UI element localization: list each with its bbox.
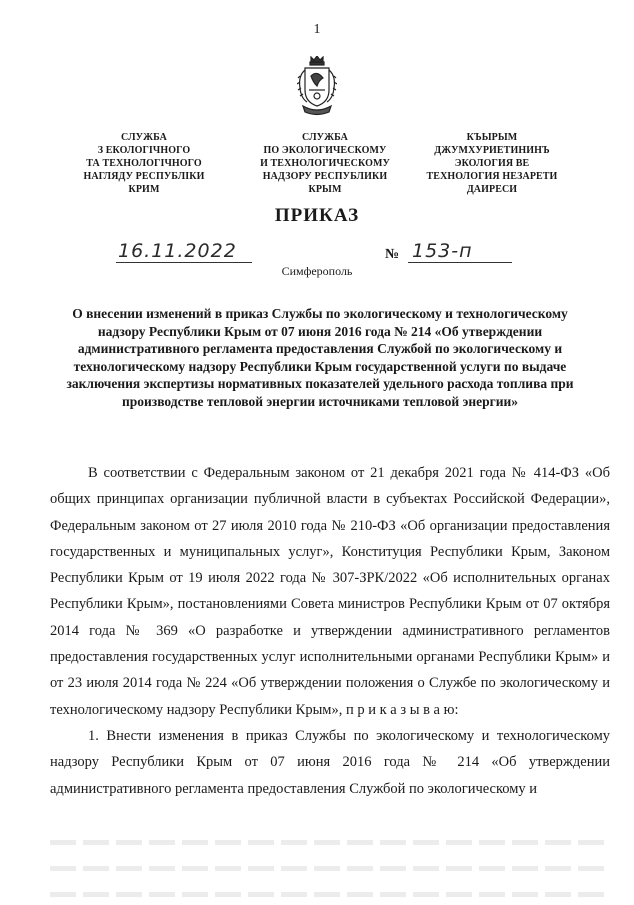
header-left-line: З ЕКОЛОГІЧНОГО xyxy=(97,145,191,156)
header-center-line: НАДЗОРУ РЕСПУБЛИКИ xyxy=(262,171,388,182)
faded-text-line xyxy=(50,866,610,871)
number-sign: № xyxy=(385,247,400,262)
date-underline xyxy=(116,262,252,263)
faded-text-line xyxy=(50,840,610,845)
header-left-line: КРИМ xyxy=(128,184,160,195)
body-text xyxy=(50,460,610,802)
document-title: ПРИКАЗ xyxy=(274,205,360,226)
faded-text-line xyxy=(50,892,610,897)
header-left-line: НАГЛЯДУ РЕСПУБЛІКИ xyxy=(83,171,205,182)
header-center-line: СЛУЖБА xyxy=(302,132,348,143)
header-center-line: И ТЕХНОЛОГИЧЕСКОМУ xyxy=(260,158,390,169)
city: Симферополь xyxy=(281,264,353,278)
crimea-coat-of-arms-icon xyxy=(297,56,337,118)
body-paragraph xyxy=(50,460,610,723)
header-right-line: ЭКОЛОГИЯ ВЕ xyxy=(454,158,530,169)
page-number: 1 xyxy=(313,22,321,37)
header-right-crimean-tatar xyxy=(412,131,572,196)
header-right-line: КЪЫРЫМ xyxy=(466,132,518,143)
header-right-line: ТЕХНОЛОГИЯ НЕЗАРЕТИ xyxy=(426,171,558,182)
number-underline xyxy=(408,262,512,263)
header-left-line: СЛУЖБА xyxy=(121,132,167,143)
header-left-ukrainian xyxy=(64,131,224,196)
header-right-line: ДЖУМХУРИЕТИНИНЪ xyxy=(434,145,550,156)
header-left-line: ТА ТЕХНОЛОГІЧНОГО xyxy=(86,158,202,169)
handwritten-number: 153-п xyxy=(412,240,473,262)
header-center-line: КРЫМ xyxy=(308,184,342,195)
order-subject: О внесении изменений в приказ Службы по экологическому и технологическому надзору Республики Крым от 07 июня 2016 года № 214 «Об утверждении административного регламента предоставления Службой по экологическому и технологическому надзору Республики Крым государственной услуги по выдаче заключения экспертизы нормативных показателей удельного расхода топлива при производстве тепловой энергии источниками тепловой энергии» xyxy=(66,306,574,409)
order-word: п р и к а з ы в а ю: xyxy=(345,701,459,718)
header-center-russian xyxy=(245,131,405,196)
handwritten-date: 16.11.2022 xyxy=(118,240,237,262)
body-paragraph: 1. Внести изменения в приказ Службы по экологическому и технологическому надзору Республики Крым от 07 июня 2016 года № 214 «Об утверждении административного регламента предоставления Службой по экологическому и xyxy=(50,727,610,797)
header-center-line: ПО ЭКОЛОГИЧЕСКОМУ xyxy=(263,145,387,156)
header-right-line: ДАИРЕСИ xyxy=(466,184,518,195)
body-paragraph-text: В соответствии с Федеральным законом от 21 декабря 2021 года № 414-ФЗ «Об общих принципах организации публичной власти в субъектах Российской Федерации», Федеральным законом от 27 июля 2010 года № 210-ФЗ «Об организации предоставления государственных и муниципальных услуг», Конституция Республики Крым, Законом Республики Крым от 19 июля 2022 года № 307-ЗРК/2022 «Об исполнительных органах Республики Крым», постановлениями Совета министров Республики Крым от 07 октября 2014 года № 369 «О разработке и утверждении административного регламентов предоставления государственных услуг исполнительными органами Республики Крым» и от 23 июля 2014 года № 224 «Об утверждении положения о Службе по экологическому и технологическому надзору Республики Крым», xyxy=(50,465,610,718)
